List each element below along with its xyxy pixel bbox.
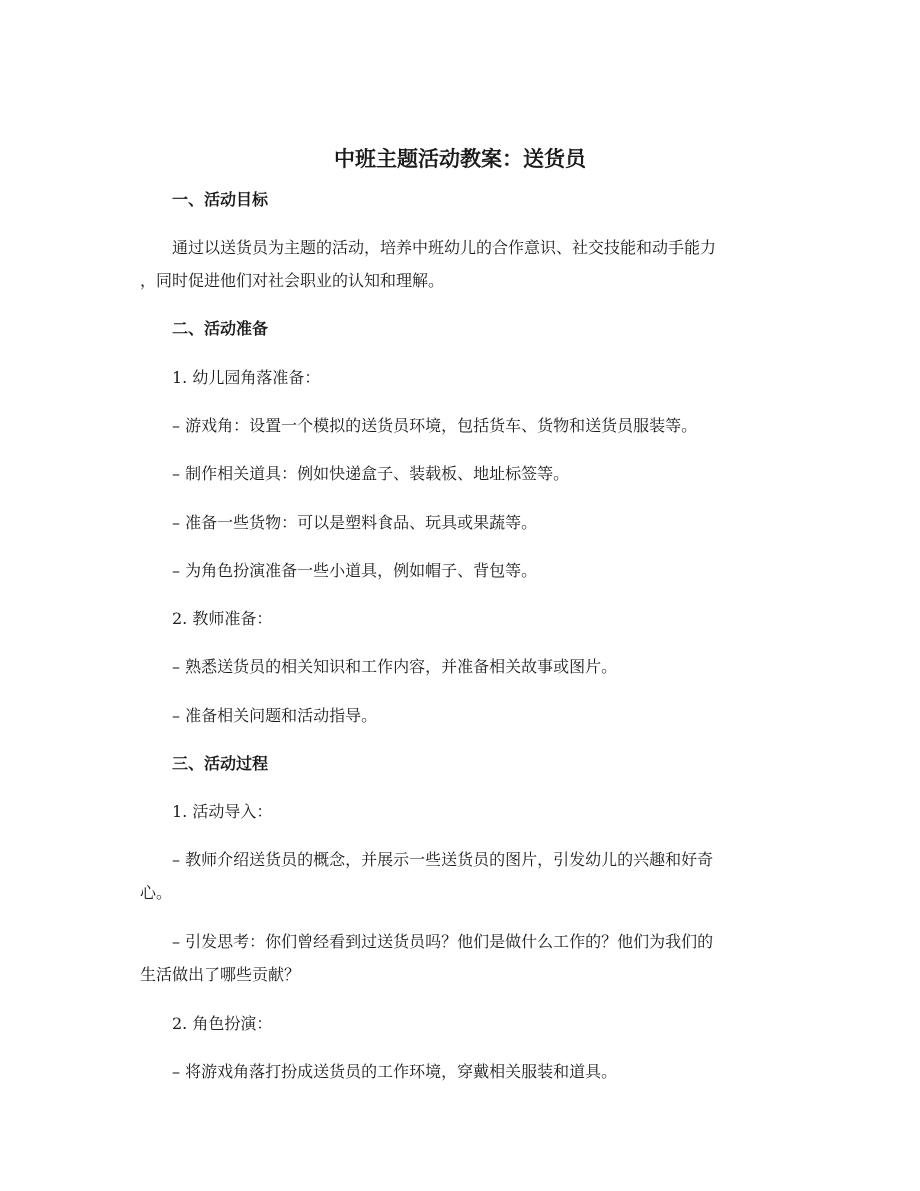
list-item-line: – 引发思考：你们曾经看到过送货员吗？他们是做什么工作的？他们为我们的: [172, 932, 714, 951]
document-title: 中班主题活动教案：送货员: [334, 146, 586, 171]
list-item: – 将游戏角落打扮成送货员的工作环境，穿戴相关服装和道具。: [172, 1062, 618, 1081]
subheading-teacher-prep: 2. 教师准备：: [172, 609, 273, 628]
list-item-line: 生活做出了哪些贡献？: [140, 965, 301, 984]
section-heading-objectives: 一、活动目标: [172, 190, 269, 209]
list-item: – 制作相关道具：例如快递盒子、装载板、地址标签等。: [172, 464, 570, 483]
subheading-intro: 1. 活动导入：: [172, 802, 273, 821]
list-item-wrapped: [140, 931, 790, 986]
list-item-line: 心。: [140, 883, 173, 902]
list-item: – 准备一些货物：可以是塑料食品、玩具或果蔬等。: [172, 513, 538, 532]
section-heading-process: 三、活动过程: [172, 754, 269, 773]
subheading-corner-prep: 1. 幼儿园角落准备：: [172, 368, 321, 387]
list-item: – 游戏角：设置一个模拟的送货员环境，包括货车、货物和送货员服装等。: [172, 416, 698, 435]
list-item: – 准备相关问题和活动指导。: [172, 706, 378, 725]
list-item-wrapped: [140, 849, 790, 904]
list-item: – 熟悉送货员的相关知识和工作内容，并准备相关故事或图片。: [172, 657, 618, 676]
subheading-role-play: 2. 角色扮演：: [172, 1014, 273, 1033]
list-item-line: – 教师介绍送货员的概念，并展示一些送货员的图片，引发幼儿的兴趣和好奇: [172, 850, 714, 869]
list-item: – 为角色扮演准备一些小道具，例如帽子、背包等。: [172, 561, 538, 580]
objectives-paragraph: [140, 237, 790, 292]
paragraph-line: 通过以送货员为主题的活动，培养中班幼儿的合作意识、社交技能和动手能力: [172, 238, 717, 257]
section-heading-preparation: 二、活动准备: [172, 319, 269, 338]
paragraph-line: ，同时促进他们对社会职业的认知和理解。: [140, 271, 445, 290]
